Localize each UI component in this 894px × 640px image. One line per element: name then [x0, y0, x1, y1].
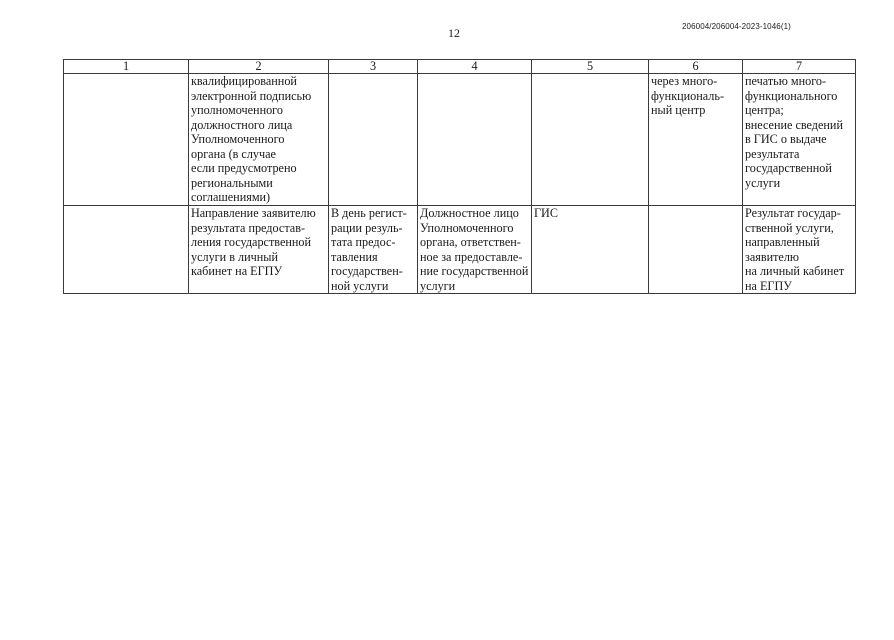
table-row [64, 74, 856, 206]
table-cell [329, 206, 418, 294]
column-header-1: 1 [64, 60, 189, 74]
cell-text: квалифицированной электронной подписью уполномоченного должностного лица Уполномоченного органа (в случае если предусмотрено региональными соглашениями) [191, 74, 312, 204]
cell-text: Направление заявителю результата предостав- ления государственной услуги в личный кабинет на ЕГПУ [191, 206, 316, 278]
header-row [64, 60, 856, 74]
column-header-2: 2 [189, 60, 329, 74]
table-cell [532, 74, 649, 206]
cell-text: через много- функциональ- ный центр [651, 74, 725, 117]
table-cell [64, 74, 189, 206]
table-cell [743, 74, 856, 206]
table-cell [649, 206, 743, 294]
column-header-7: 7 [743, 60, 856, 74]
table-cell [189, 74, 329, 206]
column-header-4: 4 [418, 60, 532, 74]
cell-text: Должностное лицо Уполномоченного органа, ответствен- ное за предоставле- ние государственной услуги [420, 206, 529, 293]
column-header-3: 3 [329, 60, 418, 74]
table-cell [189, 206, 329, 294]
table-cell [649, 74, 743, 206]
column-header-6: 6 [649, 60, 743, 74]
page-number: 12 [448, 26, 460, 40]
table-cell [329, 74, 418, 206]
table-cell [64, 206, 189, 294]
column-header-5: 5 [532, 60, 649, 74]
cell-text: В день регист- рации резуль- тата предос- тавления государствен- ной услуги [331, 206, 407, 293]
document-id: 206004/206004-2023-1046(1) [682, 22, 791, 31]
table-cell [743, 206, 856, 294]
procedure-table [63, 59, 856, 294]
table-cell [418, 206, 532, 294]
cell-text: печатью много- функционального центра; внесение сведений в ГИС о выдаче результата государственной услуги [745, 74, 843, 190]
table-cell [532, 206, 649, 294]
table-row [64, 206, 856, 294]
cell-text: ГИС [534, 206, 558, 220]
table-cell [418, 74, 532, 206]
cell-text: Результат государ- ственной услуги, направленный заявителю на личный кабинет на ЕГПУ [745, 206, 845, 293]
